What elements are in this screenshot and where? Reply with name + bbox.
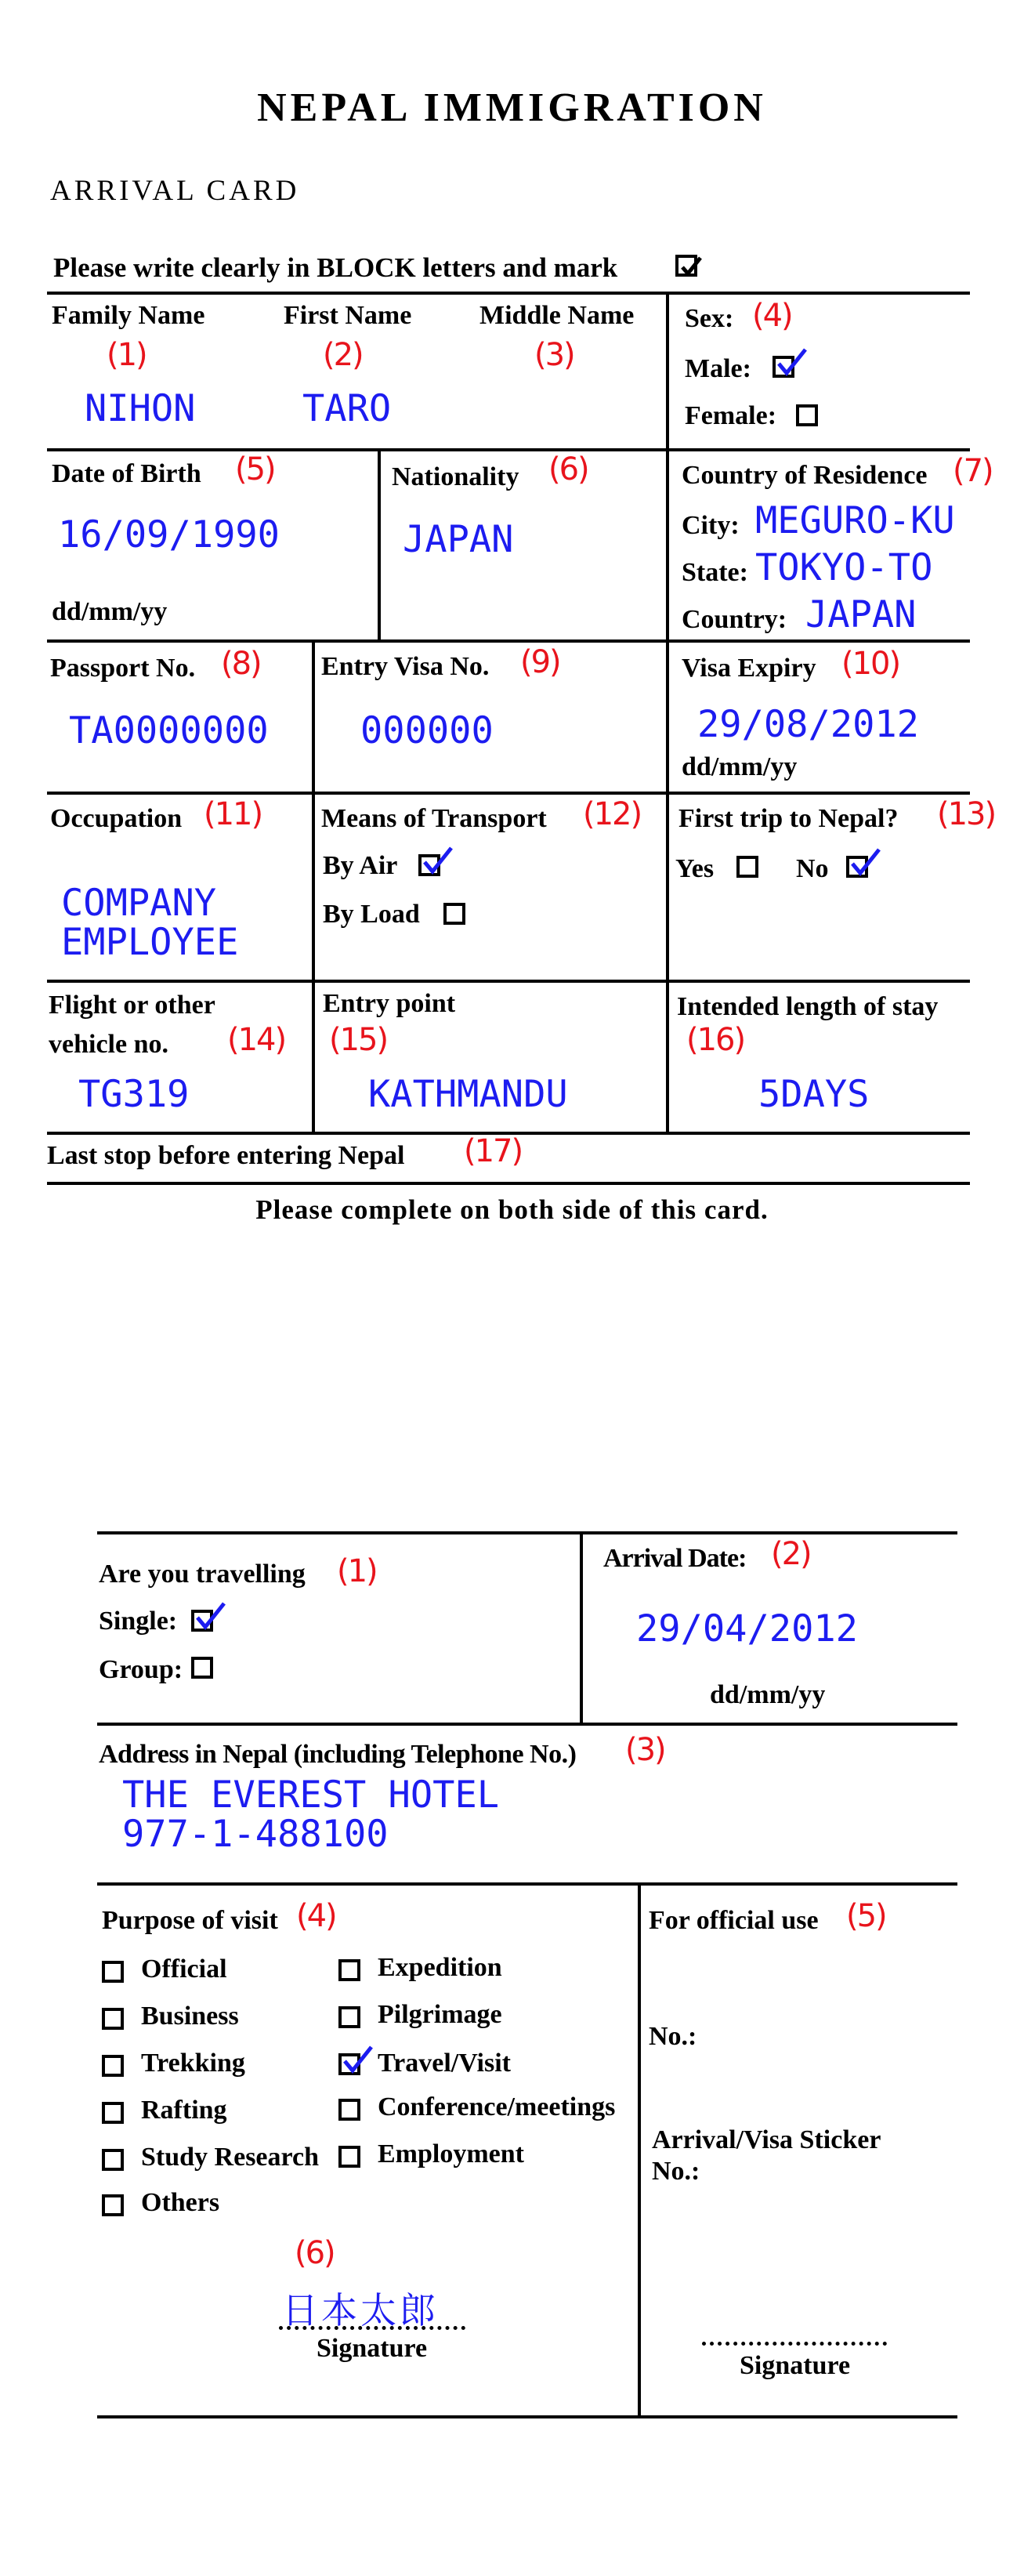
purpose-study-research-label: Study Research — [141, 2143, 319, 2172]
purpose-trekking-checkbox[interactable] — [102, 2055, 124, 2077]
purpose-employment-checkbox[interactable] — [338, 2146, 360, 2168]
address-label: Address in Nepal (including Telephone No.) — [99, 1740, 577, 1769]
visa-expiry-field[interactable]: 29/08/2012 — [697, 703, 919, 746]
purpose-business-label: Business — [141, 2002, 239, 2031]
purpose-business-checkbox[interactable] — [102, 2008, 124, 2030]
transport-label: Means of Transport — [321, 804, 547, 833]
arrival-date-label: Arrival Date: — [603, 1544, 747, 1573]
back-top-rule — [97, 1531, 957, 1534]
official-signature-line — [702, 2342, 887, 2346]
row-divider-4 — [47, 980, 970, 983]
arrival-divider — [580, 1531, 583, 1724]
residence-label: Country of Residence — [682, 461, 928, 490]
address-field-line2[interactable]: 977-1-488100 — [122, 1813, 389, 1856]
official-signature-label: Signature — [740, 2351, 851, 2380]
last-stop-label: Last stop before entering Nepal — [47, 1141, 405, 1170]
signature-line — [279, 2326, 465, 2330]
purpose-employment-label: Employment — [378, 2139, 524, 2168]
single-label: Single: — [99, 1607, 178, 1636]
purpose-travel-visit-label: Travel/Visit — [378, 2049, 511, 2078]
purpose-others-checkbox[interactable] — [102, 2194, 124, 2216]
purpose-expedition-label: Expedition — [378, 1953, 502, 1982]
by-air-checkbox[interactable] — [418, 854, 440, 876]
visa-expiry-label: Visa Expiry — [682, 654, 816, 683]
first-trip-number: (13) — [937, 796, 996, 832]
yes-checkbox[interactable] — [736, 856, 758, 878]
row-divider-6 — [47, 1182, 970, 1185]
row-divider-1 — [47, 448, 970, 451]
row-divider-3 — [47, 792, 970, 795]
nationality-label: Nationality — [392, 462, 519, 491]
purpose-travel-visit-checkbox[interactable] — [338, 2053, 360, 2075]
flight-label-line1: Flight or other — [49, 991, 215, 1020]
signature-number: (6) — [295, 2235, 335, 2271]
state-label: State: — [682, 558, 748, 587]
family-name-label: Family Name — [52, 301, 205, 330]
instruction-text: Please write clearly in BLOCK letters and mark — [53, 252, 618, 283]
flight-number: (14) — [227, 1022, 286, 1058]
first-name-number: (2) — [323, 337, 363, 373]
city-field[interactable]: MEGURO-KU — [755, 499, 955, 542]
transport-number: (12) — [583, 796, 642, 832]
official-use-label: For official use — [649, 1906, 819, 1935]
purpose-rafting-label: Rafting — [141, 2096, 227, 2125]
passport-label: Passport No. — [50, 654, 196, 683]
front-top-rule — [47, 292, 970, 295]
family-name-number: (1) — [107, 337, 147, 373]
official-use-divider — [638, 1882, 641, 2418]
last-stop-number: (17) — [464, 1133, 523, 1169]
purpose-expedition-checkbox[interactable] — [338, 1959, 360, 1981]
sticker-label-line1: Arrival/Visa Sticker — [652, 2125, 881, 2154]
occupation-label: Occupation — [50, 804, 183, 833]
travelling-label: Are you travelling — [99, 1560, 306, 1589]
front-right-column-divider — [666, 292, 669, 1133]
dob-format: dd/mm/yy — [52, 597, 168, 626]
address-number: (3) — [625, 1732, 665, 1768]
family-name-field[interactable]: NIHON — [85, 387, 196, 430]
entry-visa-field[interactable]: 000000 — [360, 709, 494, 752]
arrival-date-format: dd/mm/yy — [710, 1680, 826, 1709]
country-label: Country: — [682, 605, 787, 634]
visa-expiry-number: (10) — [841, 646, 900, 682]
arrival-date-field[interactable]: 29/04/2012 — [636, 1607, 858, 1650]
purpose-study-research-checkbox[interactable] — [102, 2149, 124, 2171]
entry-point-number: (15) — [329, 1022, 388, 1058]
page-title: NEPAL IMMIGRATION — [257, 85, 767, 130]
nationality-number: (6) — [548, 451, 588, 487]
by-load-checkbox[interactable] — [443, 903, 465, 925]
city-label: City: — [682, 511, 740, 540]
middle-name-number: (3) — [534, 337, 574, 373]
card-subtitle: ARRIVAL CARD — [50, 175, 300, 207]
by-air-label: By Air — [323, 851, 398, 880]
dob-divider — [378, 448, 381, 641]
passport-field[interactable]: TA0000000 — [69, 709, 269, 752]
dob-label: Date of Birth — [52, 459, 201, 488]
male-label: Male: — [685, 354, 751, 383]
single-checkbox[interactable] — [191, 1610, 213, 1632]
residence-number: (7) — [953, 453, 993, 489]
by-load-label: By Load — [323, 900, 420, 929]
visa-expiry-format: dd/mm/yy — [682, 752, 798, 781]
no-label: No — [796, 854, 829, 883]
travelling-number: (1) — [337, 1553, 377, 1589]
first-trip-label: First trip to Nepal? — [678, 804, 899, 833]
no-checkbox[interactable] — [846, 856, 868, 878]
purpose-trekking-label: Trekking — [141, 2049, 245, 2078]
official-no-label: No.: — [649, 2022, 697, 2051]
sex-label: Sex: — [685, 304, 734, 333]
purpose-others-label: Others — [141, 2188, 220, 2217]
back-bottom-rule — [97, 2415, 957, 2418]
sticker-label-line2: No.: — [652, 2157, 700, 2186]
purpose-pilgrimage-checkbox[interactable] — [338, 2006, 360, 2028]
entry-point-label: Entry point — [323, 989, 456, 1018]
purpose-official-checkbox[interactable] — [102, 1961, 124, 1983]
purpose-number: (4) — [296, 1898, 336, 1934]
dob-number: (5) — [235, 451, 275, 487]
back-row-divider-1 — [97, 1723, 957, 1726]
group-checkbox[interactable] — [191, 1657, 213, 1679]
sex-number: (4) — [752, 298, 792, 334]
flight-field[interactable]: TG319 — [78, 1073, 190, 1116]
arrival-date-number: (2) — [771, 1536, 811, 1572]
country-field[interactable]: JAPAN — [805, 593, 917, 636]
purpose-conference-label: Conference/meetings — [378, 2092, 616, 2121]
dob-field[interactable]: 16/09/1990 — [58, 513, 280, 556]
purpose-conference-checkbox[interactable] — [338, 2099, 360, 2121]
signature-label: Signature — [317, 2334, 428, 2363]
occupation-field-line2[interactable]: EMPLOYEE — [61, 921, 239, 964]
stay-field[interactable]: 5DAYS — [758, 1073, 870, 1116]
left-column-divider — [312, 639, 315, 1133]
flight-label-line2: vehicle no. — [49, 1030, 168, 1059]
first-name-label: First Name — [284, 301, 412, 330]
female-label: Female: — [685, 401, 777, 430]
first-name-field[interactable]: TARO — [302, 387, 392, 430]
middle-name-label: Middle Name — [479, 301, 635, 330]
yes-label: Yes — [675, 854, 715, 883]
occupation-field-line1[interactable]: COMPANY — [61, 882, 217, 925]
group-label: Group: — [99, 1655, 183, 1684]
stay-label: Intended length of stay — [677, 992, 939, 1021]
male-checkbox[interactable] — [773, 356, 794, 378]
purpose-pilgrimage-label: Pilgrimage — [378, 2000, 502, 2029]
front-footer-note: Please complete on both side of this card. — [255, 1194, 769, 1225]
back-row-divider-2 — [97, 1882, 957, 1886]
occupation-number: (11) — [204, 796, 262, 832]
female-checkbox[interactable] — [796, 404, 818, 426]
entry-visa-label: Entry Visa No. — [321, 652, 490, 681]
purpose-label: Purpose of visit — [102, 1906, 278, 1935]
instruction-check-sample — [675, 255, 697, 277]
entry-point-field[interactable]: KATHMANDU — [368, 1073, 568, 1116]
address-field-line1[interactable]: THE EVEREST HOTEL — [122, 1773, 500, 1817]
entry-visa-number: (9) — [520, 644, 560, 680]
purpose-rafting-checkbox[interactable] — [102, 2102, 124, 2124]
stay-number: (16) — [686, 1022, 745, 1058]
official-use-number: (5) — [846, 1898, 886, 1934]
purpose-official-label: Official — [141, 1955, 227, 1984]
state-field[interactable]: TOKYO-TO — [755, 546, 933, 589]
signature-field[interactable]: 日本太郎 — [282, 2289, 439, 2331]
nationality-field[interactable]: JAPAN — [403, 518, 514, 561]
passport-number: (8) — [221, 646, 261, 682]
row-divider-2 — [47, 639, 970, 643]
